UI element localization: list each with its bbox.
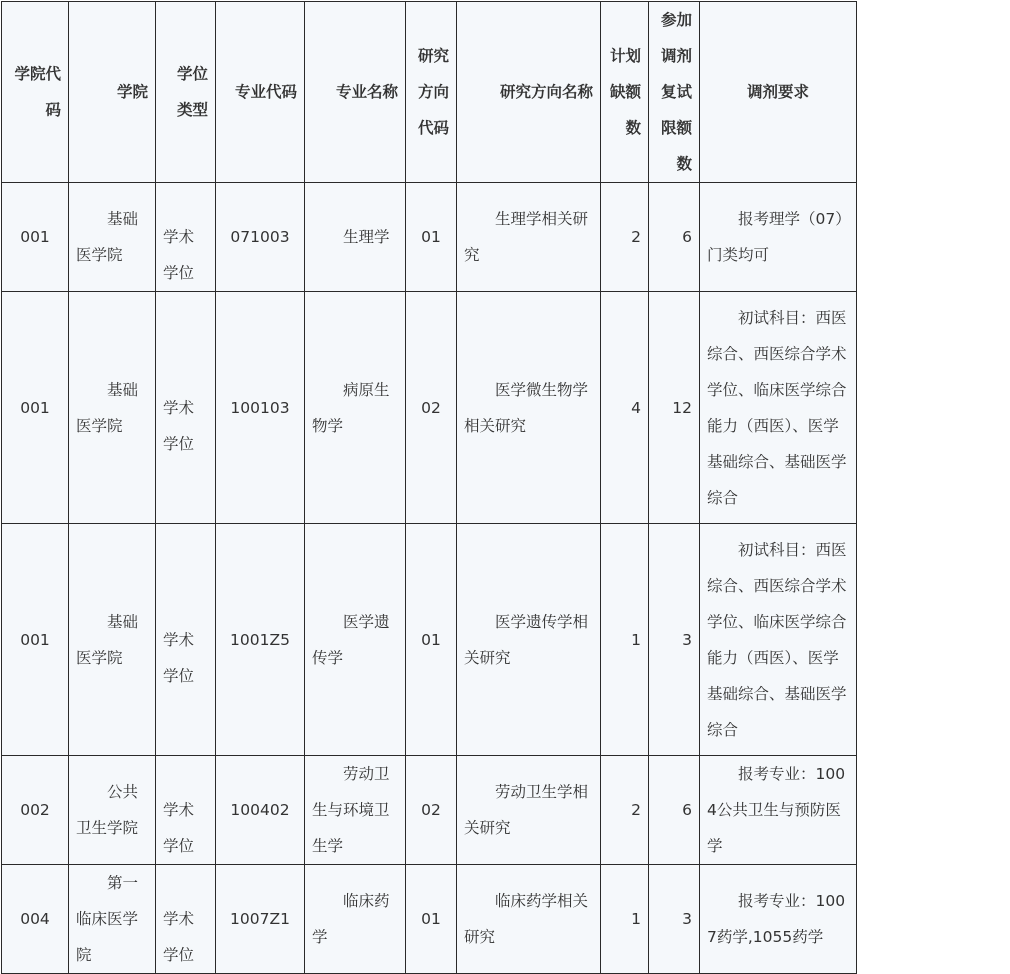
header-major-code: 专业代码: [216, 2, 305, 183]
cell-text: 学术学位: [163, 398, 195, 453]
table-row: [2, 865, 857, 974]
header-plan-vacancy: 计划缺额数: [601, 2, 649, 183]
cell-text: 6: [682, 801, 692, 819]
cell-college: [69, 756, 156, 865]
cell-requirements: [700, 524, 857, 756]
cell-text: 4: [631, 398, 641, 417]
cell-plan-vacancy: [601, 524, 649, 756]
cell-text: 3: [682, 910, 692, 928]
cell-college-code: [2, 756, 69, 865]
cell-requirements: [700, 756, 857, 865]
cell-direction-code: [406, 292, 457, 524]
cell-text: 第一临床医学院: [76, 874, 139, 964]
cell-college-code: [2, 865, 69, 974]
cell-direction-code: [406, 524, 457, 756]
cell-direction-name: [457, 183, 601, 292]
cell-college-code: [2, 524, 69, 756]
cell-major-name: [305, 865, 406, 974]
cell-major-name: [305, 524, 406, 756]
header-college: 学院: [69, 2, 156, 183]
cell-major-name: [305, 183, 406, 292]
cell-direction-name: [457, 756, 601, 865]
cell-direction-name: [457, 865, 601, 974]
cell-text: 001: [20, 630, 50, 649]
cell-text: 1007Z1: [230, 910, 290, 928]
adjustment-table: [1, 1, 857, 974]
cell-college: [69, 865, 156, 974]
cell-major-name: [305, 292, 406, 524]
cell-text: 02: [421, 801, 441, 819]
cell-text: 基础医学院: [76, 210, 139, 264]
cell-major-code: [216, 524, 305, 756]
cell-college: [69, 183, 156, 292]
cell-text: 学术学位: [163, 801, 195, 855]
cell-text: 001: [20, 398, 50, 417]
cell-direction-code: [406, 865, 457, 974]
cell-text: 基础医学院: [76, 380, 139, 435]
cell-text: 临床药学: [312, 892, 390, 946]
cell-text: 3: [682, 630, 692, 649]
cell-text: 2: [631, 228, 641, 246]
cell-degree-type: [156, 292, 216, 524]
cell-text: 100402: [230, 801, 290, 819]
cell-college-code: [2, 183, 69, 292]
cell-text: 100103: [230, 398, 290, 417]
cell-text: 001: [20, 228, 50, 246]
cell-text: 学术学位: [163, 910, 195, 964]
cell-plan-vacancy: [601, 865, 649, 974]
cell-text: 01: [421, 228, 441, 246]
cell-text: 初试科目：西医综合、西医综合学术学位、临床医学综合能力（西医）、医学基础综合、基础医学综合: [707, 540, 847, 739]
cell-requirements: [700, 292, 857, 524]
cell-degree-type: [156, 183, 216, 292]
cell-degree-type: [156, 524, 216, 756]
cell-text: 公共卫生学院: [76, 783, 139, 837]
header-college-code: 学院代码: [2, 2, 69, 183]
cell-text: 临床药学相关研究: [464, 892, 589, 946]
cell-retest-limit: [649, 292, 700, 524]
cell-major-name: [305, 756, 406, 865]
cell-retest-limit: [649, 524, 700, 756]
header-requirements: 调剂要求: [700, 2, 857, 183]
table-row: [2, 292, 857, 524]
cell-text: 基础医学院: [76, 612, 139, 667]
cell-plan-vacancy: [601, 183, 649, 292]
cell-college: [69, 524, 156, 756]
cell-requirements: [700, 865, 857, 974]
cell-college: [69, 292, 156, 524]
cell-degree-type: [156, 756, 216, 865]
cell-direction-name: [457, 524, 601, 756]
cell-text: 01: [421, 630, 441, 649]
cell-text: 002: [20, 801, 50, 819]
cell-text: 生理学: [343, 228, 390, 246]
table-row: [2, 756, 857, 865]
cell-text: 6: [682, 228, 692, 246]
table-row: [2, 524, 857, 756]
cell-text: 报考理学（07）门类均可: [707, 210, 843, 264]
cell-text: 医学微生物学相关研究: [464, 380, 589, 435]
cell-text: 02: [421, 398, 441, 417]
cell-retest-limit: [649, 865, 700, 974]
cell-text: 报考专业：1007药学,1055药学: [707, 892, 846, 946]
cell-text: 12: [672, 398, 692, 417]
cell-text: 1: [631, 630, 641, 649]
cell-major-code: [216, 865, 305, 974]
cell-degree-type: [156, 865, 216, 974]
cell-direction-code: [406, 756, 457, 865]
header-degree-type: 学位类型: [156, 2, 216, 183]
cell-major-code: [216, 183, 305, 292]
cell-major-code: [216, 756, 305, 865]
cell-text: 2: [631, 801, 641, 819]
header-retest-limit: 参加调剂复试限额数: [649, 2, 700, 183]
cell-text: 学术学位: [163, 630, 195, 685]
cell-retest-limit: [649, 183, 700, 292]
cell-plan-vacancy: [601, 292, 649, 524]
header-direction-name: 研究方向名称: [457, 2, 601, 183]
cell-text: 报考专业：1004公共卫生与预防医学: [707, 765, 846, 855]
cell-text: 1001Z5: [230, 630, 290, 649]
cell-major-code: [216, 292, 305, 524]
cell-text: 医学遗传学相关研究: [464, 612, 589, 667]
cell-text: 病原生物学: [312, 380, 390, 435]
cell-text: 医学遗传学: [312, 612, 390, 667]
cell-direction-code: [406, 183, 457, 292]
table-row: [2, 183, 857, 292]
cell-text: 1: [631, 910, 641, 928]
cell-text: 生理学相关研究: [464, 210, 589, 264]
cell-plan-vacancy: [601, 756, 649, 865]
cell-text: 学术学位: [163, 228, 195, 282]
cell-retest-limit: [649, 756, 700, 865]
header-direction-code: 研究方向代码: [406, 2, 457, 183]
header-major-name: 专业名称: [305, 2, 406, 183]
header-row: [2, 2, 857, 183]
cell-text: 劳动卫生学相关研究: [464, 783, 589, 837]
cell-text: 初试科目：西医综合、西医综合学术学位、临床医学综合能力（西医）、医学基础综合、基础医学综合: [707, 308, 847, 507]
cell-text: 071003: [230, 228, 290, 246]
cell-direction-name: [457, 292, 601, 524]
cell-requirements: [700, 183, 857, 292]
cell-text: 01: [421, 910, 441, 928]
cell-college-code: [2, 292, 69, 524]
cell-text: 劳动卫生与环境卫生学: [312, 765, 390, 855]
cell-text: 004: [20, 910, 50, 928]
